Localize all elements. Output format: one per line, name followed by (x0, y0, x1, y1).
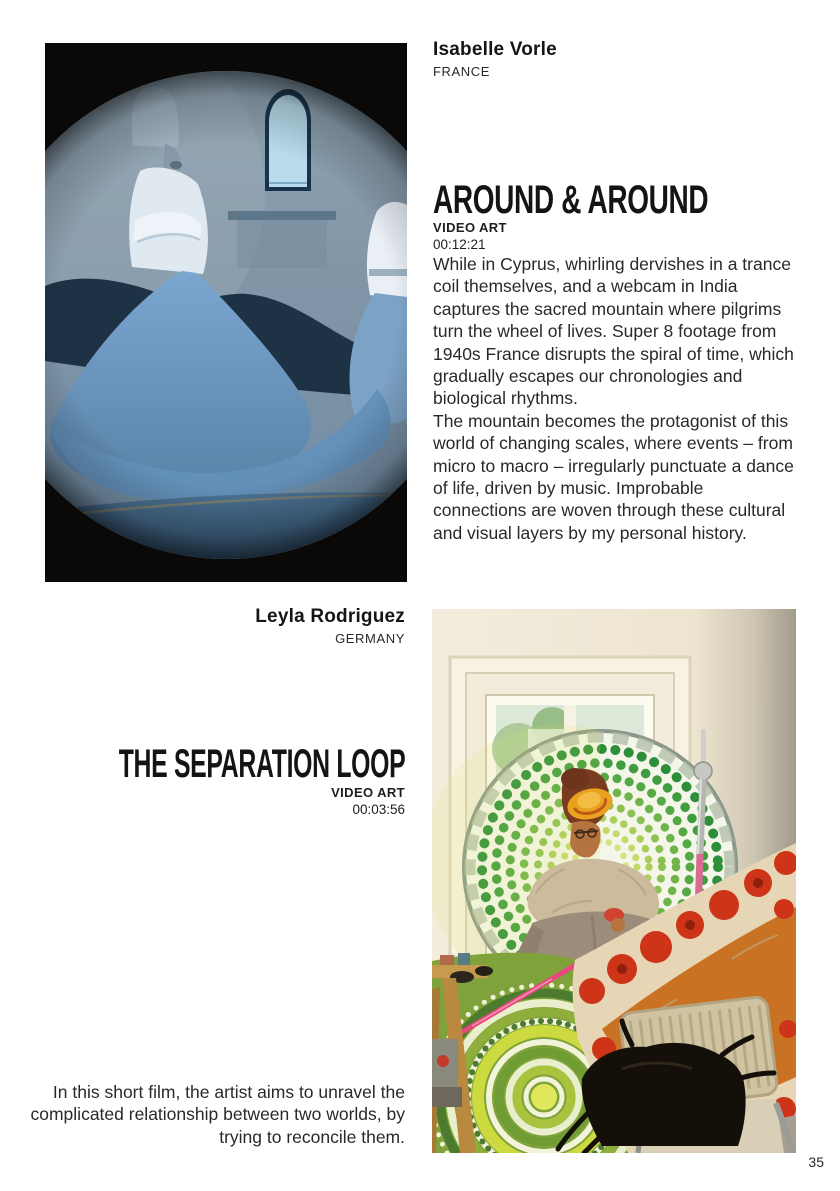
description-paragraph: The mountain becomes the protagonist of this world of changing scales, where events – from micro to macro – irregularly punctuate a dance of life, driven by music. Improbable connections are woven through these cultural and visual layers by my personal history. (433, 410, 794, 543)
description-paragraph: In this short film, the artist aims to unravel the complicated relationship between two worlds, by trying to reconcile them. (30, 1082, 405, 1147)
work-title: THE SEPARATION LOOP (118, 742, 405, 786)
artist-name: Isabelle Vorle (433, 39, 557, 60)
artist-name: Leyla Rodriguez (255, 606, 405, 627)
description-paragraph: While in Cyprus, whirling dervishes in a trance coil themselves, and a webcam in India captures the sacred mountain where pilgrims turn the wheel of lives. Super 8 footage from 1940s France disrupts the spiral of time, which gradually escapes our chronologies and biological rhythms. (433, 254, 794, 409)
work-title: AROUND & AROUND (433, 178, 709, 222)
page-number: 35 (808, 1154, 824, 1170)
artist-country: FRANCE (433, 64, 491, 79)
work-description (433, 253, 800, 544)
work-category: VIDEO ART (433, 220, 507, 235)
whirling-dervishes-photo (45, 43, 407, 582)
work-duration: 00:03:56 (352, 802, 405, 817)
artist-block (433, 38, 557, 80)
artist-block (105, 605, 405, 647)
work-duration: 00:12:21 (433, 237, 486, 252)
artist-country: GERMANY (335, 631, 405, 646)
dervishes-illustration (45, 43, 407, 582)
separation-illustration (432, 609, 796, 1153)
work-description (25, 1081, 405, 1148)
work-category: VIDEO ART (331, 785, 405, 800)
separation-loop-photo (432, 609, 796, 1153)
